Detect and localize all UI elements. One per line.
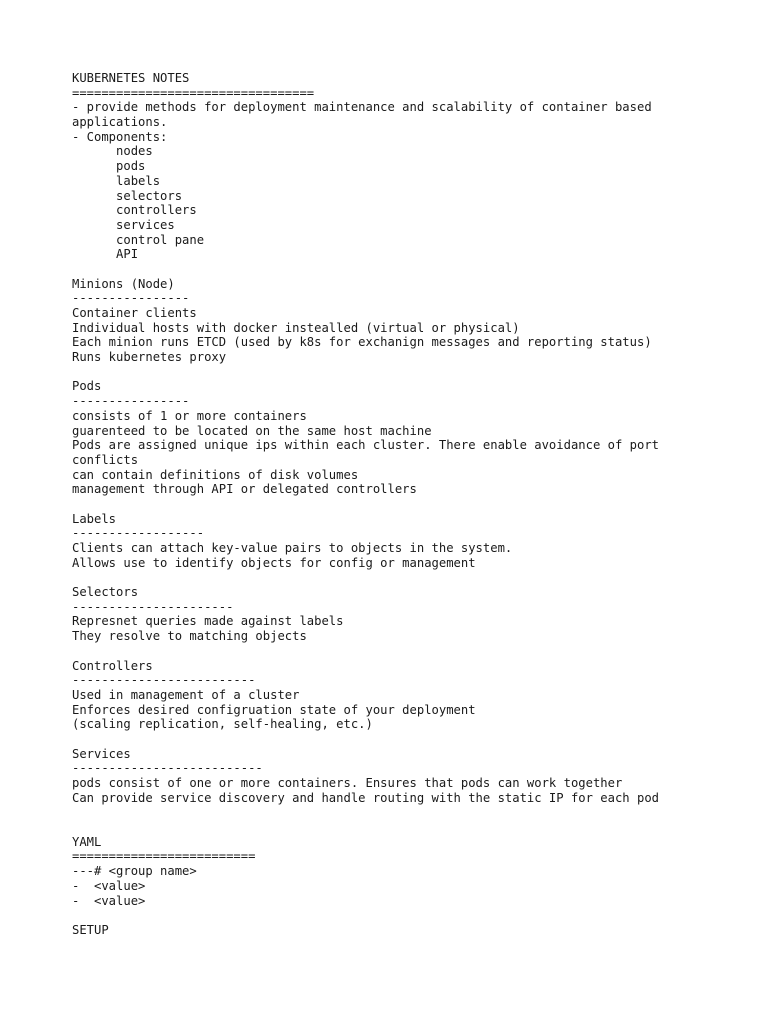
component-item: pods — [72, 159, 146, 174]
doc-line: - <value> — [72, 878, 146, 893]
blank-line — [72, 820, 752, 835]
section-underline: ---------------------- — [72, 599, 234, 614]
component-item: selectors — [72, 188, 183, 203]
doc-line: Enforces desired configruation state of your deployment — [72, 702, 476, 717]
section-heading-pods: Pods — [72, 379, 102, 394]
doc-line: applications. — [72, 115, 168, 130]
section-heading-minions: Minions (Node) — [72, 276, 175, 291]
doc-line: Used in management of a cluster — [72, 687, 300, 702]
blank-line — [72, 365, 752, 380]
component-item: nodes — [72, 144, 153, 159]
component-item: services — [72, 217, 175, 232]
doc-line: consists of 1 or more containers — [72, 408, 307, 423]
blank-line — [72, 262, 752, 277]
section-heading-setup: SETUP — [72, 922, 109, 937]
doc-line: Individual hosts with docker instealled (virtual or physical) — [72, 320, 520, 335]
doc-line: Clients can attach key-value pairs to objects in the system. — [72, 541, 513, 555]
doc-line: They resolve to matching objects — [72, 629, 307, 644]
section-underline: ---------------- — [72, 291, 190, 306]
section-heading-controllers: Controllers — [72, 658, 153, 673]
doc-line: - provide methods for deployment maintenance and scalability of container based — [72, 100, 652, 115]
doc-line: Pods are assigned unique ips within each cluster. There enable avoidance of port — [72, 438, 659, 453]
doc-line: conflicts — [72, 452, 139, 467]
component-item: API — [72, 247, 139, 262]
doc-line: - Components: — [72, 129, 168, 144]
section-underline: ---------------- — [72, 394, 190, 409]
document-page — [72, 71, 752, 938]
blank-line — [72, 570, 752, 585]
component-item: control pane — [72, 232, 205, 247]
doc-line: pods consist of one or more containers. Ensures that pods can work together — [72, 776, 623, 790]
doc-line: guarenteed to be located on the same host machine — [72, 423, 432, 438]
blank-line — [72, 805, 752, 820]
section-underline: ------------------------- — [72, 673, 256, 688]
doc-line: management through API or delegated controllers — [72, 482, 417, 497]
section-heading-yaml: YAML — [72, 834, 102, 849]
section-underline: ========================= — [72, 849, 256, 864]
doc-line: Container clients — [72, 306, 197, 320]
doc-line: Allows use to identify objects for config or management — [72, 555, 476, 570]
component-item: labels — [72, 173, 161, 188]
doc-line: (scaling replication, self-healing, etc.) — [72, 717, 373, 732]
component-item: controllers — [72, 203, 197, 218]
section-heading-services: Services — [72, 746, 131, 761]
section-underline: ------------------ — [72, 526, 205, 541]
doc-line: Can provide service discovery and handle routing with the static IP for each pod — [72, 790, 659, 805]
doc-line: Runs kubernetes proxy — [72, 350, 227, 365]
title-underline: ================================= — [72, 85, 315, 100]
blank-line — [72, 644, 752, 659]
doc-line: Each minion runs ETCD (used by k8s for exchanign messages and reporting status) — [72, 335, 652, 350]
doc-line: - <value> — [72, 893, 146, 908]
doc-title: KUBERNETES NOTES — [72, 71, 190, 85]
doc-line: Represnet queries made against labels — [72, 614, 344, 629]
section-heading-selectors: Selectors — [72, 585, 139, 600]
blank-line — [72, 732, 752, 747]
doc-line: can contain definitions of disk volumes — [72, 467, 359, 482]
section-heading-labels: Labels — [72, 511, 117, 526]
blank-line — [72, 908, 752, 923]
section-underline: -------------------------- — [72, 761, 263, 776]
doc-line: ---# <group name> — [72, 864, 197, 879]
blank-line — [72, 497, 752, 512]
